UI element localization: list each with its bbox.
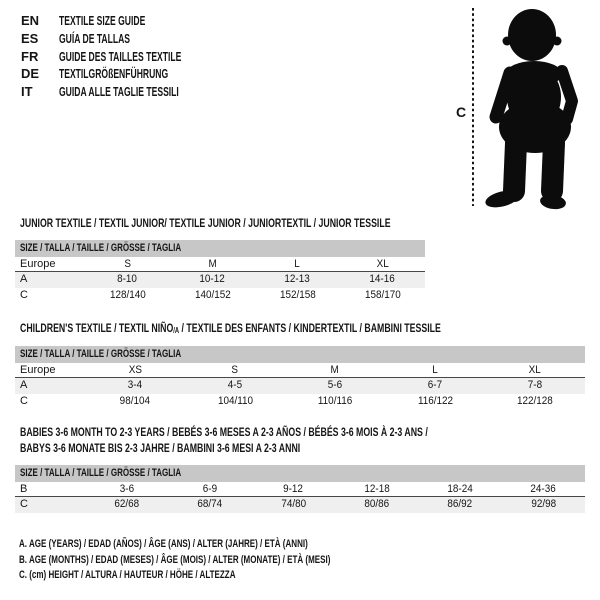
- legend-note: [19, 553, 446, 569]
- size-cell-text: 158/170: [364, 288, 401, 301]
- table-title: [20, 425, 579, 457]
- row-label: B: [20, 482, 28, 495]
- table-row: [15, 378, 585, 394]
- size-header-text: SIZE / TALLA / TAILLE / GRÖSSE / TAGLIA: [20, 348, 182, 360]
- size-cell: [485, 378, 585, 394]
- size-cell: [285, 394, 385, 410]
- size-cell-text: 3-6: [119, 482, 134, 495]
- size-cell-text: 6-9: [202, 482, 218, 495]
- table-title-text: JUNIOR TEXTILE / TEXTIL JUNIOR/ TEXTILE JUNIOR / JUNIORTEXTIL / JUNIOR TESSILE: [20, 216, 391, 230]
- size-cell: [85, 394, 185, 410]
- size-cell-text: S: [231, 363, 239, 376]
- legend-note: [19, 537, 446, 553]
- size-cell-text: 6-7: [427, 379, 443, 391]
- size-cell-text: 10-12: [199, 273, 226, 285]
- size-cell: [418, 497, 501, 513]
- size-cell-text: 12-18: [363, 482, 390, 495]
- language-title: [59, 12, 190, 30]
- size-cell: [85, 497, 168, 513]
- size-cell: [385, 394, 485, 410]
- size-cell: [335, 497, 418, 513]
- language-title: [59, 30, 167, 48]
- size-cell: [85, 482, 168, 497]
- size-cell-text: 62/68: [114, 498, 140, 510]
- size-cell-text: M: [330, 363, 340, 376]
- size-cell-text: 7-8: [527, 379, 543, 391]
- language-code: EN: [21, 13, 40, 28]
- size-table-junior: [15, 216, 425, 303]
- table-title: [20, 216, 528, 232]
- size-cell: [85, 272, 170, 288]
- size-cell: [502, 497, 585, 513]
- size-cell-text: 24-36: [530, 482, 556, 495]
- size-cell-text: 14-16: [369, 273, 396, 285]
- size-cell: [485, 363, 585, 378]
- size-cell: [285, 378, 385, 394]
- language-code: IT: [21, 84, 33, 100]
- size-header-bar: [15, 346, 585, 363]
- size-cell: [418, 482, 501, 497]
- size-cell-text: 122/128: [517, 394, 553, 407]
- table-title-text: / TEXTILE DES ENFANTS / KINDERTEXTIL / BAMBINI TESSILE: [179, 321, 441, 335]
- size-cell: [340, 272, 425, 288]
- size-header-text: SIZE / TALLA / TAILLE / GRÖSSE / TAGLIA: [20, 242, 182, 254]
- size-cell-text: 98/104: [119, 394, 151, 407]
- size-cell: [255, 288, 340, 304]
- language-list: [21, 12, 244, 101]
- height-dashed-line: [471, 8, 475, 208]
- row-label: C: [20, 498, 28, 510]
- size-cell-text: XS: [128, 363, 142, 376]
- row-label: Europe: [20, 363, 56, 376]
- size-cell-text: XL: [528, 363, 542, 376]
- size-cell: [170, 288, 255, 304]
- table-title-text: BABIES 3-6 MONTH TO 2-3 YEARS / BEBÉS 3-6 MESES A 2-3 AÑOS / BÉBÉS 3-6 MOIS À 2-3 ANS /: [20, 425, 428, 439]
- size-cell: [185, 394, 285, 410]
- size-cell-text: 4-5: [227, 379, 243, 391]
- size-table-babies: [15, 425, 585, 513]
- language-title-text: GUÍA DE TALLAS: [59, 30, 131, 46]
- size-cell-text: XL: [376, 257, 389, 270]
- size-cell: [335, 482, 418, 497]
- baby-silhouette-icon: [483, 5, 593, 213]
- legend-notes: [19, 537, 446, 584]
- size-cell-text: 86/92: [447, 498, 473, 510]
- size-cell: [252, 482, 335, 497]
- size-cell-text: 104/110: [217, 394, 253, 407]
- size-cell: [170, 272, 255, 288]
- size-cell: [185, 378, 285, 394]
- size-cell: [168, 497, 251, 513]
- language-title: [59, 48, 244, 66]
- size-cell-text: 116/122: [417, 394, 453, 407]
- table-title-line: [20, 425, 428, 441]
- size-cell-text: 92/98: [530, 498, 556, 510]
- size-cell-text: 8-10: [117, 273, 138, 285]
- size-cell: [85, 257, 170, 272]
- size-cell: [502, 482, 585, 497]
- language-item: [21, 65, 244, 83]
- language-code: FR: [21, 48, 39, 64]
- table-row: [15, 288, 425, 304]
- language-code: DE: [21, 66, 40, 82]
- size-cell-text: 128/140: [109, 288, 146, 301]
- language-title-text: GUIDE DES TAILLES TEXTILE: [59, 48, 182, 64]
- size-cell-text: 68/74: [197, 498, 223, 510]
- table-title-line: [20, 441, 428, 457]
- legend-note-text: A. AGE (YEARS) / EDAD (AÑOS) / ÂGE (ANS) / ALTER (JAHRE) / ETÀ (ANNI): [19, 538, 308, 550]
- size-header-bar: [15, 465, 585, 482]
- size-cell-text: 140/152: [194, 288, 231, 301]
- table-title-line: [20, 216, 391, 232]
- language-item: [21, 83, 244, 101]
- size-cell: [255, 257, 340, 272]
- table-row: [15, 363, 585, 379]
- size-cell-text: L: [432, 363, 438, 376]
- language-item: [21, 12, 244, 30]
- size-cell: [85, 363, 185, 378]
- size-cell: [385, 378, 485, 394]
- language-item: [21, 30, 244, 48]
- size-cell-text: 5-6: [327, 379, 343, 391]
- size-cell: [385, 363, 485, 378]
- size-cell-text: 74/80: [280, 498, 306, 510]
- size-header-bar: [15, 240, 425, 257]
- legend-note: [19, 568, 446, 584]
- size-cell: [255, 272, 340, 288]
- language-title-text: TEXTILGRÖßENFÜHRUNG: [59, 66, 169, 82]
- size-cell-text: L: [294, 257, 301, 270]
- row-label: Europe: [20, 257, 56, 270]
- row-label: A: [20, 379, 28, 391]
- table-title-text: CHILDREN'S TEXTILE / TEXTIL NIÑO: [20, 321, 174, 335]
- size-cell-text: 9-12: [283, 482, 304, 495]
- language-code: ES: [21, 30, 39, 46]
- size-cell: [85, 378, 185, 394]
- table-row: [15, 482, 585, 498]
- size-header-text: SIZE / TALLA / TAILLE / GRÖSSE / TAGLIA: [20, 467, 182, 479]
- size-cell: [185, 363, 285, 378]
- table-title-line: [20, 321, 441, 339]
- language-title: [59, 83, 241, 101]
- row-label: A: [20, 273, 28, 285]
- size-cell-text: 12-13: [284, 273, 311, 285]
- size-cell: [285, 363, 385, 378]
- size-table-children: [15, 321, 585, 409]
- table-row: [15, 272, 425, 288]
- legend-note-text: C. (cm) HEIGHT / ALTURA / HAUTEUR / HÖHE / ALTEZZA: [19, 569, 236, 582]
- size-cell: [340, 288, 425, 304]
- size-cell: [485, 394, 585, 410]
- language-title: [59, 65, 224, 83]
- row-label: C: [20, 394, 28, 407]
- language-item: [21, 48, 244, 66]
- table-title-text: /A: [173, 326, 180, 335]
- language-title-text: GUIDA ALLE TAGLIE TESSILI: [59, 84, 179, 100]
- size-cell-text: S: [124, 257, 131, 270]
- table-title-text: BABYS 3-6 MONATE BIS 2-3 JAHRE / BAMBINI 3-6 MESI A 2-3 ANNI: [20, 440, 301, 455]
- size-cell: [170, 257, 255, 272]
- size-cell: [252, 497, 335, 513]
- size-cell-text: 80/86: [364, 498, 390, 510]
- size-cell-text: 110/116: [317, 394, 353, 407]
- language-title-text: TEXTILE SIZE GUIDE: [59, 13, 146, 28]
- table-row: [15, 497, 585, 513]
- size-cell-text: 18-24: [447, 482, 473, 495]
- size-cell: [85, 288, 170, 304]
- size-cell: [340, 257, 425, 272]
- size-cell: [168, 482, 251, 497]
- height-measure-label: C: [456, 104, 467, 120]
- size-cell-text: 3-4: [127, 379, 143, 391]
- table-row: [15, 394, 585, 410]
- size-cell-text: M: [208, 257, 217, 270]
- table-row: [15, 257, 425, 273]
- legend-note-text: B. AGE (MONTHS) / EDAD (MESES) / ÂGE (MOIS) / ALTER (MONATE) / ETÀ (MESI): [19, 553, 331, 566]
- table-title: [20, 321, 596, 339]
- row-label: C: [20, 288, 28, 301]
- size-cell-text: 152/158: [279, 288, 316, 301]
